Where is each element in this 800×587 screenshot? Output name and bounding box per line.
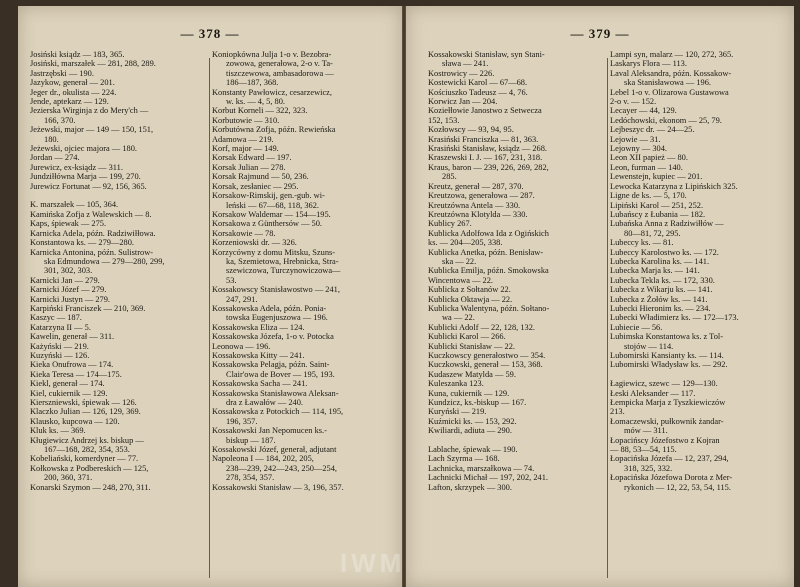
index-entry: Karnicki Józef — 279. — [30, 285, 107, 295]
index-entry: Lubiecie — 56. — [610, 322, 663, 332]
index-entry: Kossakowska Eliza — 124. — [212, 322, 305, 332]
index-entry: Kluk ks. — 369. — [30, 426, 86, 436]
index-entry-continuation: 186—187, 368. — [226, 78, 279, 88]
index-entry-continuation: rykonich — 12, 22, 53, 54, 115. — [624, 482, 731, 492]
index-entry: Kreutzówna Antela — 330. — [428, 200, 521, 210]
index-entry: Lubecka Tekla ks. — 172, 330. — [610, 275, 715, 285]
index-entry: Konstantowa ks. — 279—280. — [30, 238, 134, 248]
index-entry: Karpiński Franciszek — 210, 369. — [30, 303, 146, 313]
index-entry: Jundziłłówna Marja — 199, 270. — [30, 172, 141, 182]
index-entry: Wincentowa — 22. — [428, 275, 494, 285]
index-entry: Lubecki Władimierz ks. — 172—173. — [610, 313, 739, 323]
index-entry: Kługiewicz Andrzej ks. biskup — — [30, 435, 144, 445]
index-entry-continuation: ska — 22. — [442, 256, 477, 266]
index-entry: Ligne de ks. — 5, 170. — [610, 191, 687, 201]
index-entry: Kudaszew Matylda — 59. — [428, 369, 516, 379]
index-entry: ks. — 204—205, 338. — [428, 238, 503, 248]
index-entry: Kossakowska Sacha — 241. — [212, 379, 308, 389]
index-entry: Kozłowscy — 93, 94, 95. — [428, 125, 514, 135]
index-entry: Lecayer — 44, 129. — [610, 106, 677, 116]
index-entry-continuation: 278, 354, 357. — [226, 473, 275, 483]
index-entry: Napoleona I — 184, 202, 205, — [212, 454, 314, 464]
index-entry: Jurewicz Fortunat — 92, 156, 365. — [30, 181, 147, 191]
index-entry: — 88, 53—54, 115. — [610, 445, 677, 455]
index-entry: Kossakowscy Stanisławostwo — 241, — [212, 285, 340, 295]
index-entry-continuation: sława — 241. — [442, 59, 489, 69]
index-entry: Lubomirski Kansianty ks. — 114. — [610, 351, 724, 360]
index-entry: Kossakowska Józefa, 1-o v. Potocka — [212, 332, 334, 342]
index-entry: Karnicki Jan — 279. — [30, 275, 100, 285]
index-section-gap — [428, 436, 606, 445]
index-entry: Lejbeszyc dr. — 24—25. — [610, 125, 695, 135]
index-entry: Karnicka Adela, późn. Radziwiłłowa. — [30, 228, 156, 238]
right-index-column-1 — [428, 50, 606, 492]
index-entry-continuation: 166, 370. — [44, 115, 76, 125]
index-entry: Kraszewski I. J. — 167, 231, 318. — [428, 153, 543, 163]
index-entry: Łopacińska Józefowa Dorota z Mer- — [610, 473, 733, 483]
index-entry: Kublicka Oktawja — 22. — [428, 294, 513, 304]
index-entry: Kaps, śpiewak — 275. — [30, 219, 107, 229]
index-entry: Kundzicz, ks.-biskup — 167. — [428, 398, 527, 408]
index-entry: Kuczkowski, generał — 153, 368. — [428, 360, 543, 370]
index-entry: Kossakowski Stanisław — 3, 196, 357. — [212, 482, 344, 492]
index-section-gap — [30, 191, 208, 200]
index-entry: Lewocka Katarzyna z Lipińskich 325. — [610, 181, 738, 191]
index-entry: Korbutówna Zofja, późn. Rewieńska — [212, 125, 336, 135]
index-entry: Kieka Onufrowa — 174. — [30, 360, 114, 370]
index-entry: Krasiński Franciszka — 81, 363. — [428, 134, 539, 144]
index-entry: Jeżewski, ojciec majora — 180. — [30, 144, 137, 154]
index-section-gap — [610, 370, 790, 379]
index-entry: Karnicki Justyn — 279. — [30, 294, 111, 304]
index-entry: Laskarys Flora — 113. — [610, 59, 687, 69]
index-entry: Kossakowski Jan Nepomucen ks.- — [212, 426, 327, 436]
index-entry: Łeski Aleksander — 117. — [610, 388, 696, 398]
index-entry-continuation: dra z Ławałów — 240. — [226, 398, 303, 408]
index-entry-continuation: Clair'owa de Bover — 195, 193. — [226, 369, 335, 379]
index-entry: Kuźmicki ks. — 153, 292. — [428, 416, 517, 426]
index-entry: Kuryński — 219. — [428, 407, 487, 417]
index-entry: Kierszniewski, śpiewak — 126. — [30, 398, 137, 408]
index-entry: Jeger dr., okulista — 224. — [30, 87, 117, 97]
index-entry: Krasiński Stanisław, ksiądz — 268. — [428, 144, 548, 154]
index-entry: Kublicki Stanisław — 22. — [428, 341, 516, 351]
index-entry: Korzeniowski dr. — 326. — [212, 238, 297, 248]
index-entry: Leon XII papież — 80. — [610, 153, 688, 163]
index-entry: Lejowie — 31. — [610, 134, 661, 144]
index-entry: Klausko, kupcowa — 120. — [30, 416, 120, 426]
index-entry: Kossakowska Pelagja, późn. Saint- — [212, 360, 330, 370]
index-entry: Łopacińska Józefa — 12, 237, 294, — [610, 454, 729, 464]
index-entry-continuation: 238—239, 242—243, 250—254, — [226, 463, 337, 473]
index-entry-continuation: 180. — [44, 134, 59, 144]
index-entry: Koziełłowie Janostwo z Setwecza — [428, 106, 542, 116]
index-entry: Lubecka z Żołów ks. — 141. — [610, 294, 708, 304]
index-entry: Katarzyna II — 5. — [30, 322, 91, 332]
index-entry: Korsakowa z Günthersów — 50. — [212, 219, 323, 229]
index-entry: Jazykow, generał — 201. — [30, 78, 115, 88]
index-entry: Lubecka Karolina ks. — 141. — [610, 256, 710, 266]
index-entry: Kublicka Anetka, późn. Benisław- — [428, 247, 544, 257]
index-entry-continuation: ka, Szemietowa, Hrebnicka, Stra- — [226, 256, 339, 266]
index-entry: Korzycówny z domu Mitsku, Szuns- — [212, 247, 336, 257]
index-entry: Korsak, zesłaniec — 295. — [212, 181, 299, 191]
index-entry: Laval Aleksandra, późn. Kossakow- — [610, 68, 732, 78]
index-entry: Kołkowska z Podbereskich — 125, — [30, 463, 149, 473]
index-entry-continuation: w. ks. — 4, 5, 80. — [226, 97, 286, 107]
index-entry: Każyński — 219. — [30, 341, 89, 351]
index-entry-continuation: tiszczewowa, ambasadorowa — — [226, 68, 334, 78]
index-entry: Kublicka Walentyna, późn. Sołtano- — [428, 303, 550, 313]
index-entry: Adamowa — 219. — [212, 134, 274, 144]
index-entry-continuation: mów — 311. — [624, 426, 668, 436]
index-entry: Kublicki Karol — 266. — [428, 332, 506, 342]
index-entry: Łempicka Marja z Tyszkiewiczów — [610, 398, 726, 408]
index-entry-continuation: 80—81, 72, 295. — [624, 228, 681, 238]
index-entry-continuation: 167—168, 282, 354, 353. — [44, 445, 130, 455]
index-entry: Kuzyński — 126. — [30, 350, 90, 360]
index-entry: Kossakowski Stanisław, syn Stani- — [428, 50, 545, 59]
index-entry: Kościuszko Tadeusz — 4, 76. — [428, 87, 528, 97]
index-entry: Jeżewski, major — 149 — 150, 151, — [30, 125, 154, 135]
index-entry: Kostewicki Karol — 67—68. — [428, 78, 528, 88]
index-entry-continuation: biskup — 187. — [226, 435, 276, 445]
index-entry: Lubecka Marja ks. — 141. — [610, 266, 700, 276]
index-entry: Kreutz, generał — 287, 370. — [428, 181, 524, 191]
index-entry: Łagiewicz, szewc — 129—130. — [610, 379, 718, 389]
index-entry-continuation: leński — 67—68, 118, 362. — [226, 200, 319, 210]
index-entry: Klaczko Julian — 126, 129, 369. — [30, 407, 141, 417]
index-entry-continuation: zowowa, generałowa, 2-o v. Ta- — [226, 59, 333, 69]
index-entry: Lubimska Konstantowa ks. z Tol- — [610, 332, 724, 342]
index-entry: Lubeccy Karolostwo ks. — 172. — [610, 247, 719, 257]
index-entry: Korsakowie — 78. — [212, 228, 276, 238]
index-entry-continuation: ska Stanisławowa — 196. — [624, 78, 711, 88]
index-entry: 2-o v. — 152. — [610, 97, 657, 107]
index-entry: Kreutzówna Klotylda — 330. — [428, 209, 528, 219]
index-entry: Kraus, baron — 239, 226, 269, 282, — [428, 162, 549, 172]
index-entry-continuation: 318, 325, 332. — [624, 463, 673, 473]
index-entry: Kobeliański, komerdyner — 77. — [30, 454, 139, 464]
index-entry: Kossakowska Stanisławowa Aleksan- — [212, 388, 339, 398]
index-entry: Josiński ksiądz — 183, 365. — [30, 50, 125, 59]
index-entry: Jastrzębski — 190. — [30, 68, 94, 78]
index-entry: Kreutzowa, generałowa — 287. — [428, 191, 535, 201]
index-entry: Leon, furman — 140. — [610, 162, 683, 172]
index-entry-continuation: 285. — [442, 172, 457, 182]
index-entry: Karnicka Antonina, późn. Sulistrow- — [30, 247, 154, 257]
index-entry: Kawelin, generał — 311. — [30, 332, 115, 342]
index-entry-continuation: 53. — [226, 275, 237, 285]
index-entry: Kublicy 267. — [428, 219, 472, 229]
index-entry-continuation: stojów — 114. — [624, 341, 674, 351]
index-entry: Korsak Edward — 197. — [212, 153, 292, 163]
index-entry: Jurewicz, ex-ksiądz — 311. — [30, 162, 123, 172]
left-page — [18, 6, 402, 587]
index-entry: Konarski Szymon — 248, 270, 311. — [30, 482, 151, 492]
index-entry: Ledóchowski, ekonom — 25, 79. — [610, 115, 722, 125]
index-entry: Lipiński Karol — 251, 252. — [610, 200, 704, 210]
index-entry: Kuna, cukiernik — 129. — [428, 388, 510, 398]
index-entry: Lubecka z Wikarju ks. — 141. — [610, 285, 713, 295]
index-entry: Lubeccy ks. — 81. — [610, 238, 674, 248]
index-entry: Kublicka Adolfowa Ida z Ogińskich — [428, 228, 549, 238]
left-index-column-1 — [30, 50, 208, 492]
index-entry: Jordan — 274. — [30, 153, 80, 163]
index-entry: Kiel, cukiernik — 129. — [30, 388, 108, 398]
index-entry: Korbutowie — 310. — [212, 115, 280, 125]
index-entry: Kieka Teresa — 174—175. — [30, 369, 122, 379]
index-entry: Josiński, marszałek — 281, 288, 289. — [30, 59, 156, 69]
index-entry-continuation: ska Edmundowa — 279—280, 299, — [44, 256, 165, 266]
index-entry: Kuczkowscy generałostwo — 354. — [428, 351, 546, 360]
right-index-column-2 — [610, 50, 790, 492]
index-entry: Kuleszanka 123. — [428, 379, 484, 389]
index-entry: Korsakow Waldemar — 154—195. — [212, 209, 331, 219]
index-entry: Kossakowska Adela, późn. Ponia- — [212, 303, 327, 313]
index-entry: Kostrowicy — 226. — [428, 68, 495, 78]
index-entry: Konstanty Pawłowicz, cesarzewicz, — [212, 87, 332, 97]
index-entry-continuation: wa — 22. — [442, 313, 475, 323]
left-column-divider — [209, 58, 210, 578]
index-entry: Lafton, skrzypek — 300. — [428, 482, 512, 492]
index-entry: Kossakowski Józef, generał, adjutant — [212, 445, 337, 455]
index-entry: Korsak Julian — 278. — [212, 162, 286, 172]
index-entry: Łomaczewski, pułkownik żandar- — [610, 416, 724, 426]
index-entry: Kossakowska Kitty — 241. — [212, 351, 305, 360]
index-entry: Korbut Korneli — 322, 323. — [212, 106, 308, 116]
index-entry: Korsakow-Rimskij, gen.-gub. wi- — [212, 191, 325, 201]
index-entry: Lebel 1-o v. Olizarowa Gustawowa — [610, 87, 729, 97]
index-entry: Kublicki Adolf — 22, 128, 132. — [428, 322, 536, 332]
index-entry: Lubańscy z Łubania — 182. — [610, 209, 706, 219]
index-entry: Jende, aptekarz — 129. — [30, 97, 109, 107]
index-entry-continuation: 301, 302, 303. — [44, 266, 93, 276]
index-entry: Kublicka Emilja, późn. Smokowska — [428, 266, 549, 276]
right-page-number: — 379 — — [570, 26, 630, 41]
index-entry: Lach Szyrma — 168. — [428, 454, 500, 464]
index-entry: Lachnicki Michał — 197, 202, 241. — [428, 473, 549, 483]
left-page-number: — 378 — — [180, 26, 240, 41]
index-entry: Lewenstejn, kupiec — 201. — [610, 172, 703, 182]
index-entry-continuation: szewiczowa, Turczynowiczowa— — [226, 266, 341, 276]
index-entry: Lampi syn, malarz — 120, 272, 365. — [610, 50, 734, 59]
index-entry: Łopacińscy Józefostwo z Kojran — [610, 435, 720, 445]
index-entry: Lejowny — 304. — [610, 144, 667, 154]
index-entry: Kublicka z Sołtanów 22. — [428, 285, 511, 295]
index-entry-continuation: 196, 357. — [226, 416, 258, 426]
index-entry: Korwicz Jan — 204. — [428, 97, 498, 107]
index-entry: 152, 153. — [428, 115, 460, 125]
index-entry: Lablache, śpiewak — 190. — [428, 445, 518, 455]
index-entry: Leonowa — 196. — [212, 341, 271, 351]
index-entry: 213. — [610, 407, 625, 417]
right-column-divider — [607, 58, 608, 578]
index-entry: K. marszałek — 105, 364. — [30, 200, 119, 210]
index-entry: Lubomirski Władysław ks. — 292. — [610, 360, 728, 370]
index-entry: Kaszyc — 187. — [30, 313, 82, 323]
index-entry: Kossakowska z Potockich — 114, 195, — [212, 407, 344, 417]
index-entry-continuation: 200, 360, 371. — [44, 473, 93, 483]
index-entry: Lubecki Hieronim ks. — 234. — [610, 303, 711, 313]
index-entry: Lubańska Anna z Radziwiłłów — — [610, 219, 724, 229]
index-entry: Lachnicka, marszałkowa — 74. — [428, 463, 535, 473]
index-entry: Kamińska Zofja z Walewskich — 8. — [30, 209, 152, 219]
right-page — [406, 6, 794, 587]
index-entry: Korsak Rajmund — 50, 236. — [212, 172, 309, 182]
index-entry: Kiekl, generał — 174. — [30, 379, 105, 389]
watermark: IWM — [340, 548, 406, 578]
index-entry: Koniopkówna Julja 1-o v. Bezobra- — [212, 50, 332, 59]
index-entry-continuation: 247, 291. — [226, 294, 258, 304]
index-entry: Kwiliardi, adiuta — 290. — [428, 426, 512, 436]
left-index-column-2 — [212, 50, 394, 492]
index-entry-continuation: towska Eugenjuszowa — 196. — [226, 313, 328, 323]
index-entry: Jezierska Wirginja z do Mery'ch — — [30, 106, 149, 116]
index-entry: Korf, major — 149. — [212, 144, 279, 154]
